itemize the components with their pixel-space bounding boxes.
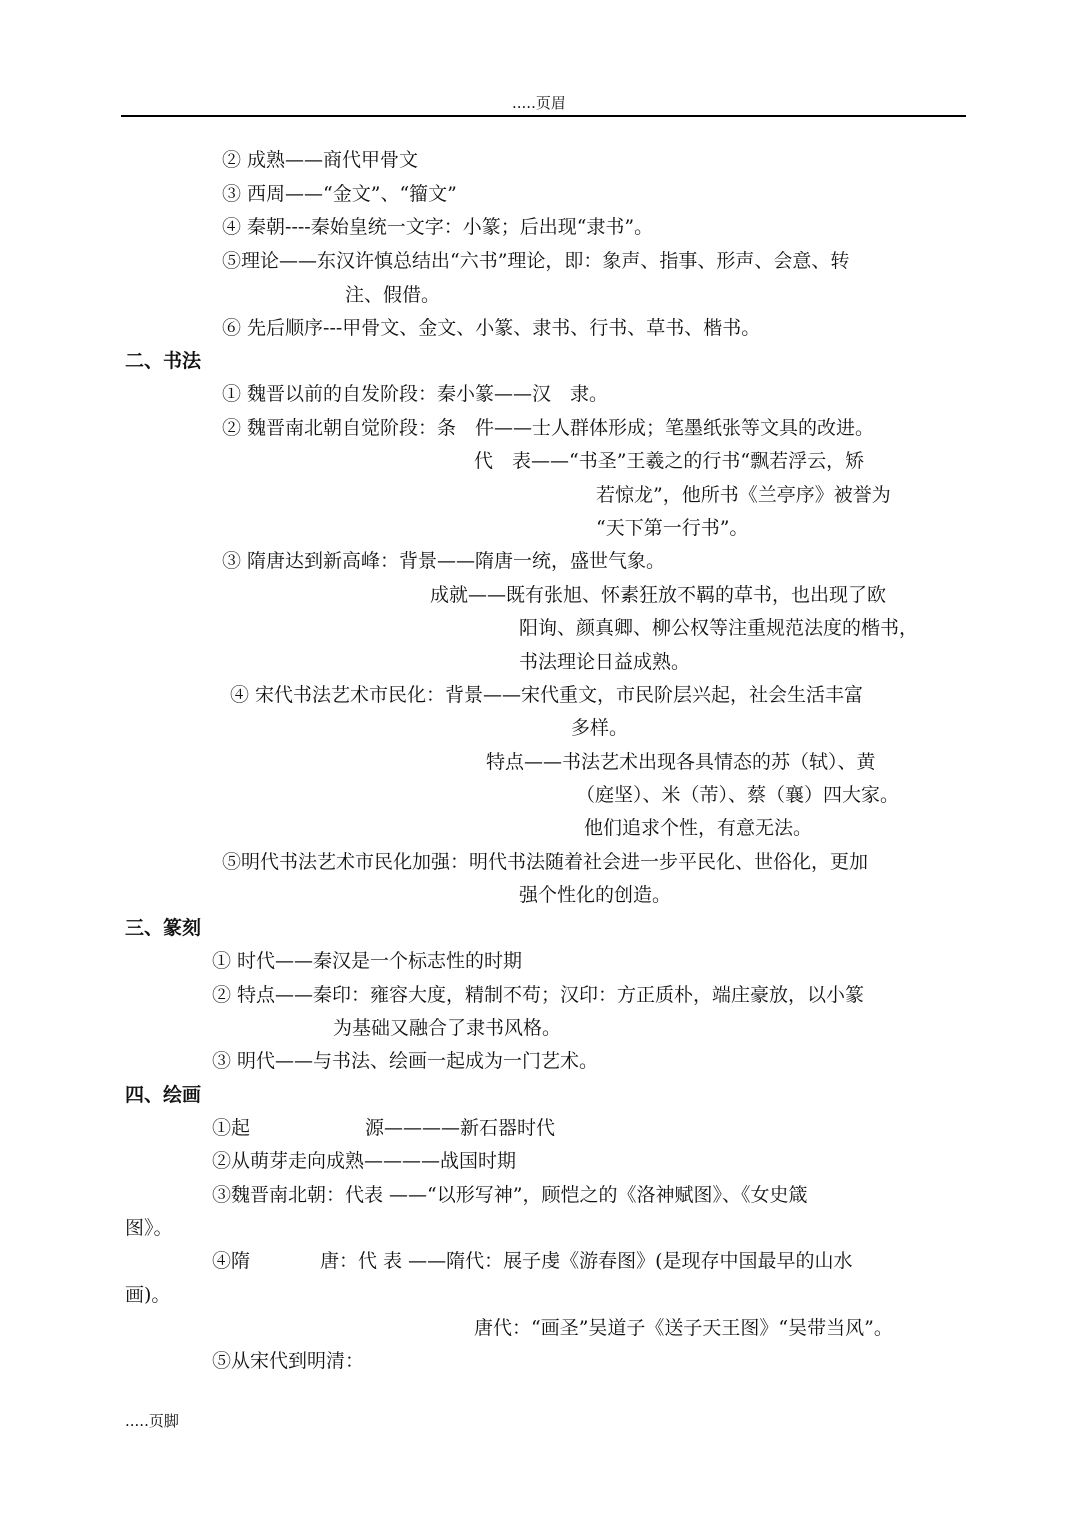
text-line: ④隋	[212, 1250, 251, 1272]
text-line: ④ 秦朝----秦始皇统一文字：小篆；后出现“隶书”。	[222, 216, 654, 238]
text-line: ⑤明代书法艺术市民化加强：明代书法随着社会进一步平民化、世俗化，更加	[222, 851, 869, 873]
text-line: ① 魏晋以前的自发阶段：秦小篆——汉 隶。	[222, 383, 609, 405]
text-line: ⑥ 先后顺序---甲骨文、金文、小篆、隶书、行书、草书、楷书。	[222, 317, 761, 339]
text-line: 图》。	[125, 1217, 173, 1239]
text-line: 多样。	[571, 717, 629, 739]
text-line: ①起	[212, 1117, 251, 1139]
header-rule	[121, 115, 966, 117]
text-line: ③ 明代——与书法、绘画一起成为一门艺术。	[212, 1050, 599, 1072]
text-line: “天下第一行书”。	[596, 517, 749, 539]
section-heading: 二、书法	[125, 350, 202, 372]
text-line: ④ 宋代书法艺术市民化：背景——宋代重文，市民阶层兴起，社会生活丰富	[230, 684, 864, 706]
text-line: 他们追求个性，有意无法。	[584, 817, 813, 839]
text-line: ② 特点——秦印：雍容大度，精制不苟；汉印：方正质朴，端庄豪放，以小篆	[212, 984, 865, 1006]
text-line: （庭坚）、米（芾）、蔡（襄）四大家。	[576, 784, 900, 806]
text-line: 画)。	[125, 1284, 171, 1306]
text-line: 书法理论日益成熟。	[519, 651, 691, 673]
section-heading: 三、篆刻	[125, 917, 202, 939]
text-line: 为基础又融合了隶书风格。	[333, 1017, 562, 1039]
text-line: 唐代：“画圣”吴道子《送子天王图》“吴带当风”。	[474, 1317, 893, 1339]
text-line: 代 表——“书圣”王羲之的行书“飘若浮云，矫	[474, 450, 865, 472]
text-line: ② 魏晋南北朝自觉阶段：条 件——士人群体形成；笔墨纸张等文具的改进。	[222, 417, 875, 439]
text-line: 注、假借。	[345, 284, 441, 306]
text-line: ② 成熟——商代甲骨文	[222, 149, 419, 171]
text-line: 若惊龙”，他所书《兰亭序》被誉为	[596, 484, 891, 506]
text-line: ① 时代——秦汉是一个标志性的时期	[212, 950, 523, 972]
text-line: 强个性化的创造。	[519, 884, 672, 906]
text-line: ②从萌芽走向成熟————战国时期	[212, 1150, 517, 1172]
text-line: ⑤从宋代到明清：	[212, 1350, 365, 1372]
text-line: 特点——书法艺术出现各具情态的苏（轼）、黄	[486, 751, 876, 773]
text-line: ③魏晋南北朝：代表 ——“以形写神”，顾恺之的《洛神赋图》、《女史箴	[212, 1184, 808, 1206]
text-line: 唐：代 表 ——隋代：展子虔《游春图》(是现存中国最早的山水	[320, 1250, 853, 1272]
page-header: .....页眉	[512, 94, 566, 112]
text-line: 成就——既有张旭、怀素狂放不羁的草书，也出现了欧	[430, 584, 887, 606]
section-heading: 四、绘画	[125, 1084, 202, 1106]
text-line: 源————新石器时代	[365, 1117, 556, 1139]
text-line: 阳询、颜真卿、柳公权等注重规范法度的楷书，	[519, 617, 919, 639]
text-line: ③ 西周——“金文”、“籀文”	[222, 183, 457, 205]
text-line: ③ 隋唐达到新高峰：背景——隋唐一统，盛世气象。	[222, 550, 666, 572]
text-line: ⑤理论——东汉许慎总结出“六书”理论，即：象声、指事、形声、会意、转	[222, 250, 850, 272]
page-footer: .....页脚	[125, 1412, 179, 1430]
